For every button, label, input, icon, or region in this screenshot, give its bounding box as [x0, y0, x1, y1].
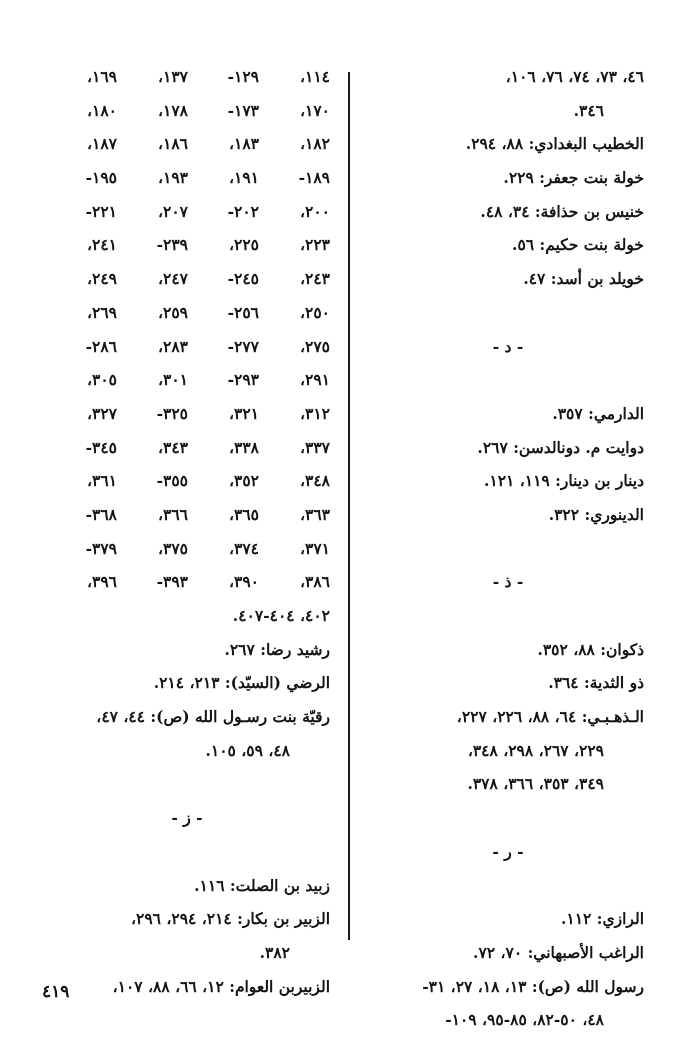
- spacer: [44, 767, 330, 801]
- page-reference: ٢٤١،: [87, 235, 117, 255]
- index-entry-line: رقيّة بنت رسـول الله (ص): ٤٤، ٤٧،: [96, 707, 330, 727]
- page-reference: ٣٩٣-: [156, 572, 188, 592]
- page-reference: ٢٤٥-: [227, 269, 259, 289]
- index-entry-line: خنيس بن حذافة: ٣٤، ٤٨.: [480, 201, 644, 221]
- page-number-row: [44, 161, 330, 195]
- page-reference: ٢٥٩،: [158, 302, 188, 322]
- page-reference: ٣٤٣،: [158, 437, 188, 457]
- index-entry-line: الرضي (السيّد): ٢١٣، ٢١٤.: [153, 673, 330, 693]
- page-number-row: [44, 127, 330, 161]
- page-reference: ٣٤٥-: [85, 437, 117, 457]
- page-reference: ٢٢٣،: [300, 235, 330, 255]
- spacer: [372, 599, 644, 633]
- page-number-row: [44, 228, 330, 262]
- page-reference: ١٨٣،: [229, 134, 259, 154]
- index-entry-line: ٣٨٢.: [259, 942, 290, 962]
- section-letter-heading: - ر -: [492, 841, 524, 861]
- page-reference: ٣٦٦،: [158, 504, 188, 524]
- index-entry-line: الخطيب البغدادي: ٨٨، ٢٩٤.: [465, 134, 644, 154]
- page-reference: ٣٨٦،: [300, 572, 330, 592]
- index-entry-line: الراغب الأصبهاني: ٧٠، ٧٢.: [473, 942, 644, 962]
- page-reference: ٢٤٩،: [87, 269, 117, 289]
- index-entry-line: ٣٤٦.: [573, 100, 604, 120]
- page-reference: ٣٧٩-: [85, 538, 117, 558]
- page-reference: ٣٦٨-: [85, 504, 117, 524]
- page-number-row: [44, 60, 330, 94]
- index-entry-line: خويلد بن أسد: ٤٧.: [523, 269, 644, 289]
- page-number-row: [44, 262, 330, 296]
- page-reference: ١٨٩-: [298, 168, 330, 188]
- page-reference: ٢٥٦-: [227, 302, 259, 322]
- index-entry-line: دينار بن دينار: ١١٩، ١٢١.: [483, 471, 644, 491]
- page-reference: ٣٢٧،: [87, 403, 117, 423]
- page-reference: ٣٩٠،: [229, 572, 259, 592]
- page-reference: ٣٣٨،: [229, 437, 259, 457]
- index-entry-line: ٤٦، ٧٣، ٧٤، ٧٦، ١٠٦،: [505, 67, 644, 86]
- page-reference: ٢٦٩،: [87, 302, 117, 322]
- page-reference: ٢٧٥،: [300, 336, 330, 356]
- spacer: [372, 869, 644, 903]
- section-letter-heading: - ز -: [171, 808, 203, 828]
- page-number-row: [44, 195, 330, 229]
- page-number-row: [44, 296, 330, 330]
- page-number-row: [44, 94, 330, 128]
- index-entry-line: الـذهـبـي: ٦٤، ٨٨، ٢٢٦، ٢٢٧،: [456, 707, 644, 727]
- page-reference: ١٧٨،: [158, 100, 188, 120]
- page-reference: ٢٨٣،: [158, 336, 188, 356]
- index-entry-line: خولة بنت جعفر: ٢٢٩.: [503, 168, 644, 188]
- page-number: ٤١٩: [42, 982, 70, 1002]
- page-reference: ٢٩١،: [300, 370, 330, 390]
- page-reference: ١٦٩،: [87, 67, 117, 86]
- page-reference: ٣٧٤،: [229, 538, 259, 558]
- page-reference: ٢٢٥،: [229, 235, 259, 255]
- page-reference: ١٩٣،: [158, 168, 188, 188]
- right-index-column: [372, 60, 644, 1037]
- page-number-row: [44, 431, 330, 465]
- index-entry-line: الرازي: ١١٢.: [560, 909, 644, 929]
- page-number-row: [44, 464, 330, 498]
- page-reference: ٣٦١،: [87, 471, 117, 491]
- index-entry-line: زبيد بن الصلت: ١١٦.: [194, 875, 330, 895]
- page-reference: ٢٨٦-: [85, 336, 117, 356]
- page-reference: ٣٧٥،: [158, 538, 188, 558]
- column-divider: [348, 72, 350, 940]
- page-reference: ١١٤،: [300, 67, 330, 86]
- page-reference: ٣٥٥-: [156, 471, 188, 491]
- page-number-row: [44, 397, 330, 431]
- spacer: [44, 835, 330, 869]
- index-entry-line: ذو الثدية: ٣٦٤.: [548, 673, 644, 693]
- page-reference: ٣٥٢،: [229, 471, 259, 491]
- left-index-column: [44, 60, 330, 1003]
- index-entry-line: الدينوري: ٣٢٢.: [548, 504, 644, 524]
- index-entry-line: ٣٤٩، ٣٥٣، ٣٦٦، ٣٧٨.: [467, 774, 604, 794]
- page-reference: ٣٦٣،: [300, 504, 330, 524]
- page-number-grid: [44, 60, 330, 599]
- page-reference: ٢٠٧،: [158, 201, 188, 221]
- page-reference: ٣٩٦،: [87, 572, 117, 592]
- page-reference: ١٣٧،: [158, 67, 188, 86]
- page-reference: ٣٧١،: [300, 538, 330, 558]
- page-reference: ٣٢٥-: [156, 403, 188, 423]
- page-reference: ٣٠٥،: [87, 370, 117, 390]
- index-entry-line: رسول الله (ص): ١٣، ١٨، ٢٧، ٣١-: [422, 976, 644, 996]
- index-entry-line: الدارمي: ٣٥٧.: [552, 403, 644, 423]
- page-number-row: [44, 565, 330, 599]
- page-reference: ٢٩٣-: [227, 370, 259, 390]
- page-reference: ٣١٢،: [300, 403, 330, 423]
- page-reference: ١٢٩-: [227, 67, 259, 86]
- page-reference: ٣٢١،: [229, 403, 259, 423]
- section-letter-heading: - ذ -: [492, 572, 524, 592]
- index-entry-line: ٤٨، ٥٠-٨٢، ٨٥-٩٥، ١٠٩-: [445, 1010, 604, 1030]
- page-reference: ٢٣٩-: [156, 235, 188, 255]
- page-reference: ٢٥٠،: [300, 302, 330, 322]
- index-entry-line: ٤٨، ٥٩، ١٠٥.: [205, 740, 290, 760]
- spacer: [372, 801, 644, 835]
- index-entry-line: خولة بنت حكيم: ٥٦.: [512, 235, 644, 255]
- page-reference: ٣٣٧،: [300, 437, 330, 457]
- page-reference: ١٧٣-: [227, 100, 259, 120]
- page-reference: ١٨٦،: [158, 134, 188, 154]
- page-number-row: [44, 363, 330, 397]
- index-entry-line: ٢٢٩، ٢٦٧، ٢٩٨، ٣٤٨،: [467, 740, 604, 760]
- page-reference: ٣٤٨،: [300, 471, 330, 491]
- page-reference: ٢٤٧،: [158, 269, 188, 289]
- page-reference: ٣٦٥،: [229, 504, 259, 524]
- index-entry-line: رشيد رضا: ٢٦٧.: [224, 639, 330, 659]
- page-reference: ٢٠٠،: [300, 201, 330, 221]
- page-number-row: [44, 498, 330, 532]
- left-index-entries: [44, 599, 330, 1003]
- page-reference: ١٨٠،: [87, 100, 117, 120]
- page-reference: ١٩٥-: [85, 168, 117, 188]
- page-number-row: [44, 330, 330, 364]
- section-letter-heading: - د -: [492, 336, 524, 356]
- spacer: [372, 532, 644, 566]
- page-reference: ١٨٧،: [87, 134, 117, 154]
- spacer: [372, 296, 644, 330]
- page-reference: ٣٠١،: [158, 370, 188, 390]
- index-entry-line: ٤٠٢، ٤٠٤-٤٠٧.: [232, 606, 330, 625]
- page-reference: ١٧٠،: [300, 100, 330, 120]
- page-reference: ٢٢١-: [85, 201, 117, 221]
- index-entry-line: ذكوان: ٨٨، ٣٥٢.: [537, 639, 644, 659]
- page-reference: ٢٠٢-: [227, 201, 259, 221]
- page-reference: ١٩١،: [229, 168, 259, 188]
- index-entry-line: الزبيربن العوام: ١٢، ٦٦، ٨٨، ١٠٧،: [112, 976, 330, 996]
- spacer: [372, 363, 644, 397]
- page-reference: ٢٧٧-: [227, 336, 259, 356]
- index-entry-line: دوايت م. دونالدسن: ٢٦٧.: [477, 437, 644, 457]
- page-reference: ٢٤٣،: [300, 269, 330, 289]
- index-entry-line: الزبير بن بكار: ٢١٤، ٢٩٤، ٢٩٦،: [130, 909, 330, 929]
- page-number-row: [44, 532, 330, 566]
- page-reference: ١٨٢،: [300, 134, 330, 154]
